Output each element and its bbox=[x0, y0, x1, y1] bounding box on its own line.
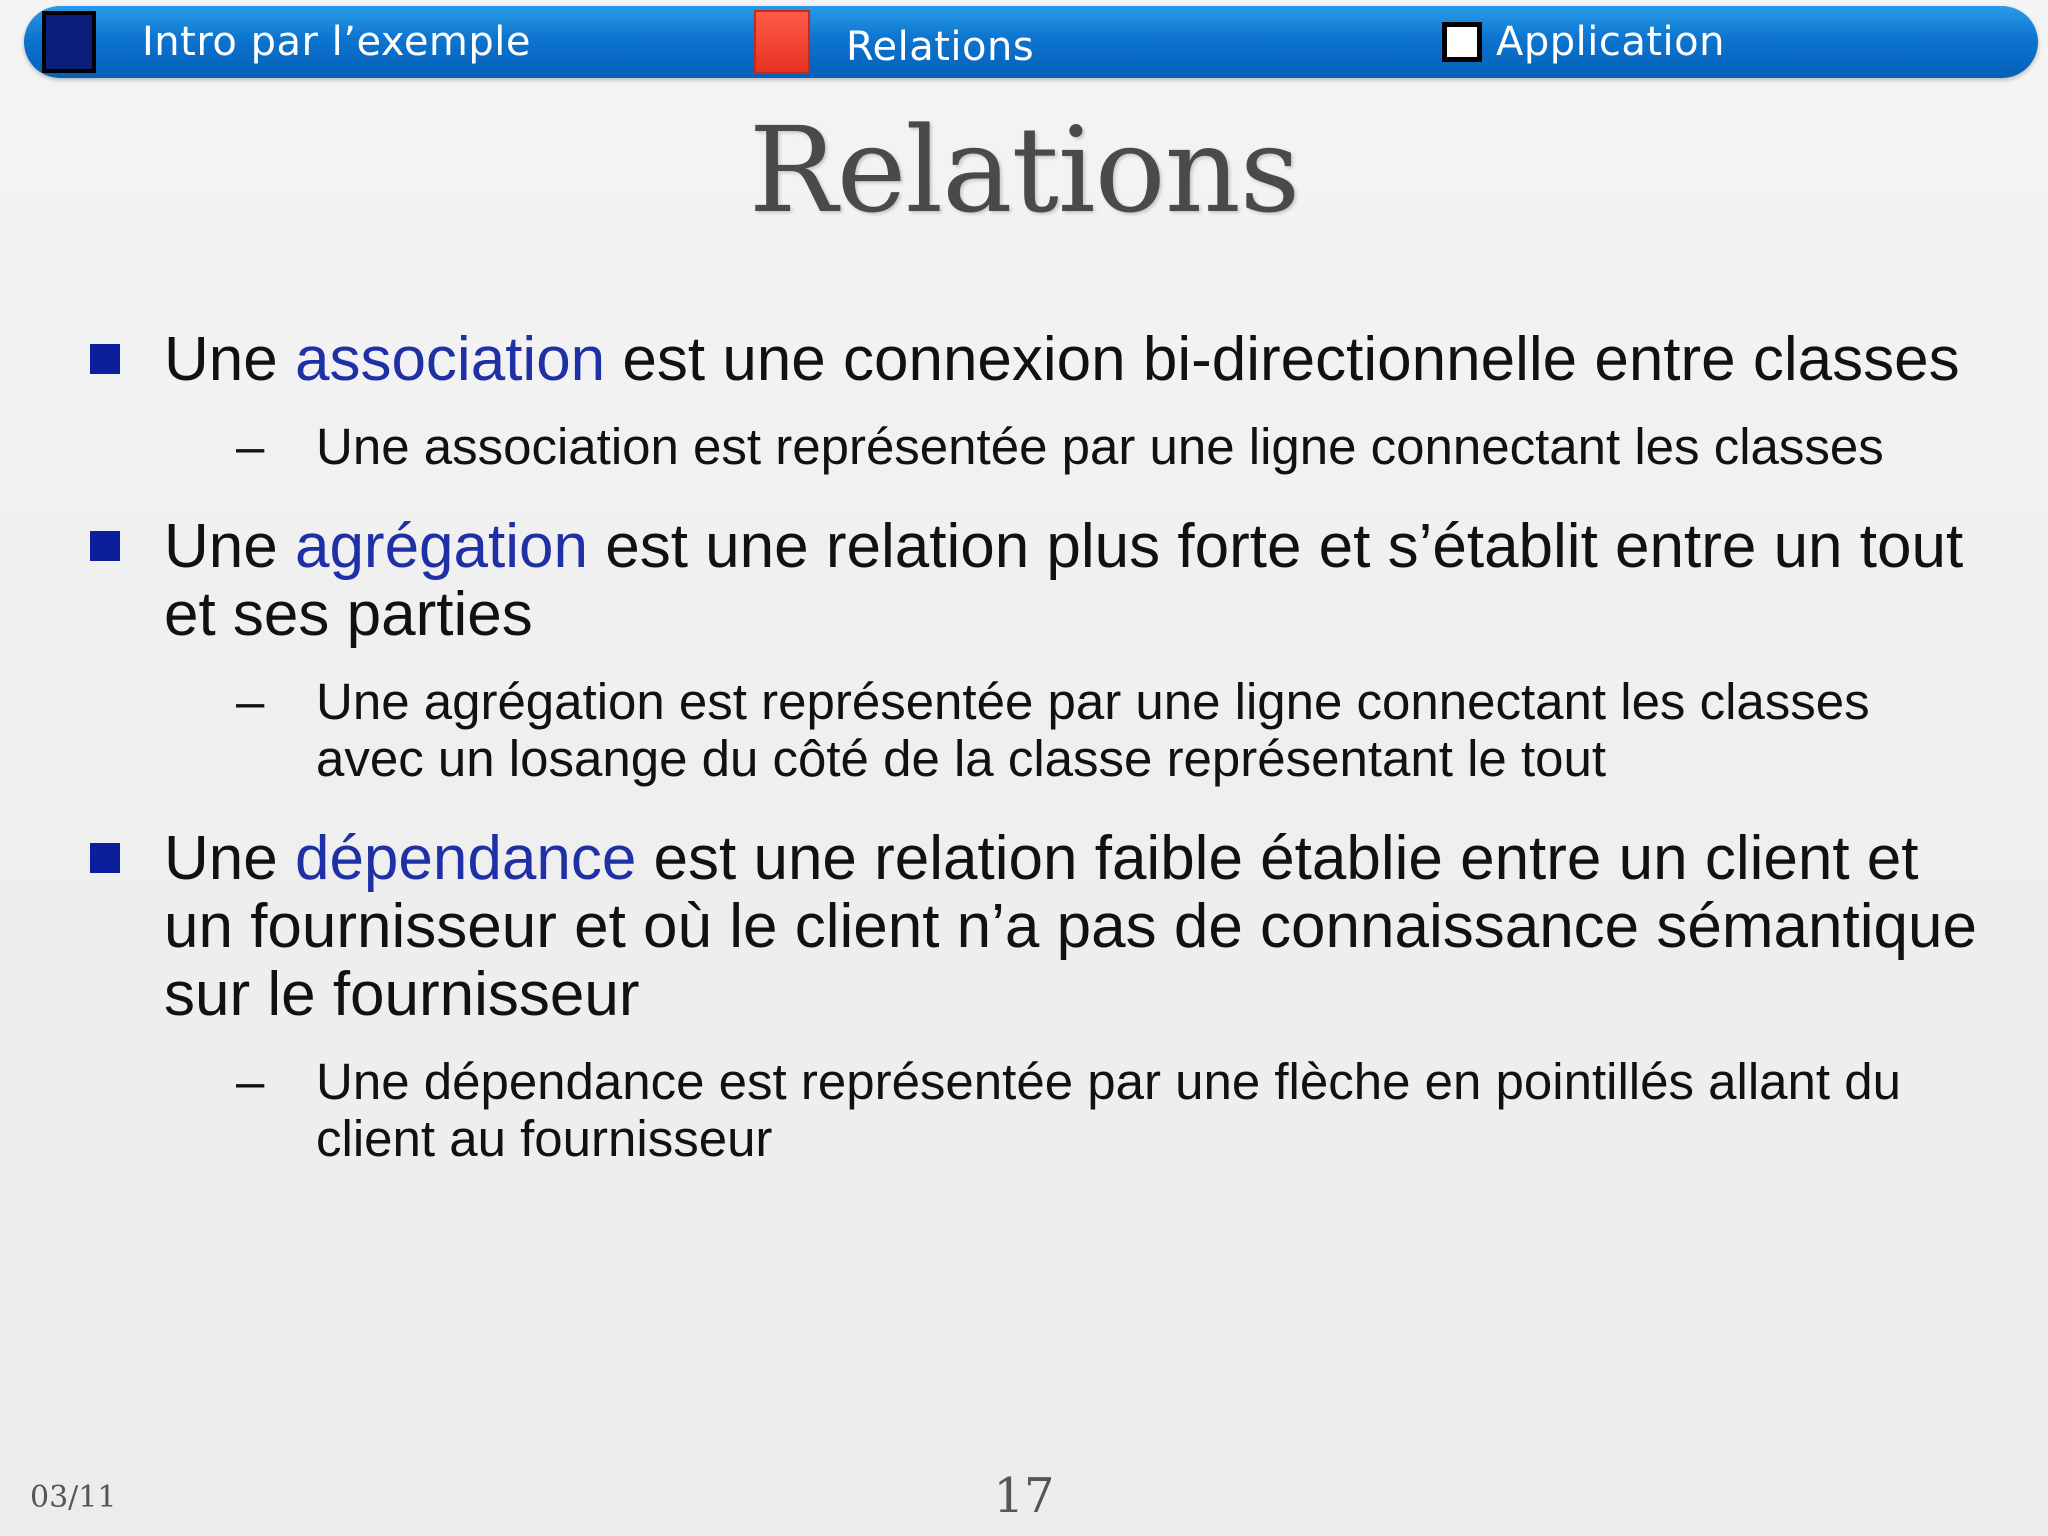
nav-label: Application bbox=[1496, 19, 1725, 65]
page-number: 17 bbox=[993, 1468, 1055, 1524]
dash-bullet-icon: – bbox=[236, 1053, 265, 1110]
nav-label: Relations bbox=[846, 24, 1035, 70]
bullet-agregation bbox=[90, 513, 1990, 649]
nav-label: Intro par l’exemple bbox=[142, 19, 532, 65]
dash-bullet-icon: – bbox=[236, 418, 265, 475]
bullet-text-pre: Une bbox=[164, 512, 295, 581]
bullet-term: association bbox=[294, 325, 606, 394]
nav-item-intro[interactable] bbox=[42, 6, 531, 78]
footer-date: 03/11 bbox=[30, 1480, 117, 1515]
bullet-association bbox=[90, 326, 1990, 394]
bullet-text-post: est une relation faible établie entre un client et un fournisseur et où le client n’a pas de connaissance sémantique sur le fournisseur bbox=[164, 824, 1977, 1029]
bullet-text-pre: Une bbox=[164, 325, 295, 394]
nav-box-current-icon bbox=[754, 10, 810, 74]
square-bullet-icon bbox=[90, 344, 120, 374]
dash-bullet-icon: – bbox=[236, 673, 265, 730]
square-bullet-icon bbox=[90, 843, 120, 873]
bullet-text-post: est une relation plus forte et s’établit entre un tout et ses parties bbox=[164, 512, 1964, 649]
sub-bullet-text: Une agrégation est représentée par une ligne connectant les classes avec un losange du côté de la classe représentant le tout bbox=[316, 673, 1870, 787]
nav-item-relations[interactable] bbox=[754, 6, 1034, 78]
sub-bullet-text: Une association est représentée par une ligne connectant les classes bbox=[316, 418, 1884, 475]
sub-bullet-text: Une dépendance est représentée par une flèche en pointillés allant du client au fournisseur bbox=[316, 1053, 1901, 1167]
sub-bullet-dependance bbox=[90, 1053, 1956, 1167]
bullet-dependance bbox=[90, 825, 1990, 1029]
bullet-text-pre: Une bbox=[164, 824, 295, 893]
navigation-bar bbox=[24, 6, 2038, 78]
sub-bullet-agregation bbox=[90, 673, 1956, 787]
sub-bullet-association bbox=[90, 418, 1956, 475]
nav-box-visited-icon bbox=[42, 11, 96, 73]
bullet-term: dépendance bbox=[294, 824, 637, 893]
square-bullet-icon bbox=[90, 531, 120, 561]
nav-box-upcoming-icon bbox=[1442, 22, 1482, 62]
bullet-term: agrégation bbox=[294, 512, 588, 581]
slide-content bbox=[90, 326, 1990, 1167]
bullet-text-post: est une connexion bi-directionnelle entre classes bbox=[605, 325, 1960, 394]
slide-title: Relations bbox=[748, 101, 1300, 239]
nav-item-application[interactable] bbox=[1442, 6, 1725, 78]
